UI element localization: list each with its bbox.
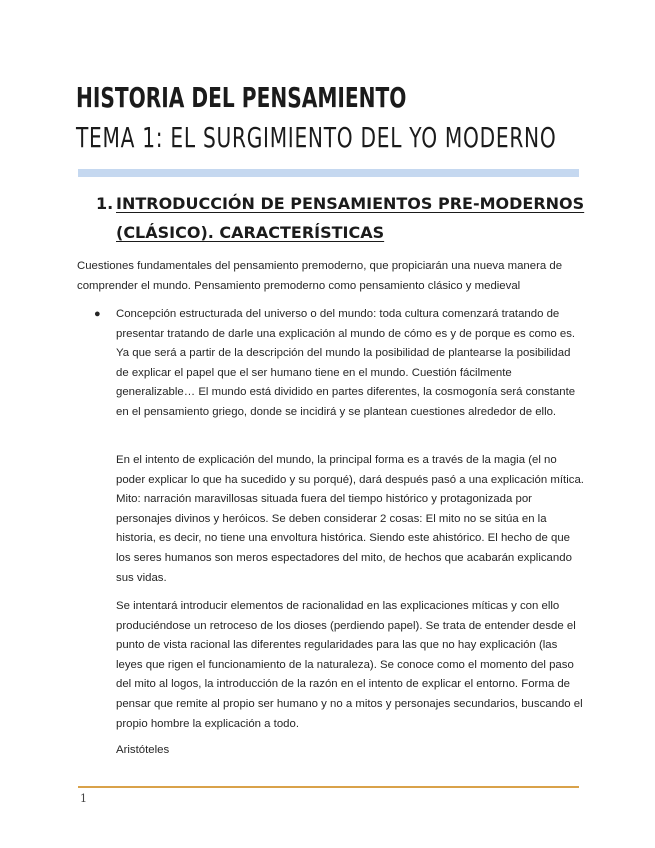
title-divider-bar [78,169,579,177]
footer-divider [78,786,579,788]
title-line-1: HISTORIA DEL PENSAMIENTO [76,81,407,114]
paragraph-aristoteles: Aristóteles [116,744,170,756]
section-heading-text: INTRODUCCIÓN DE PENSAMIENTOS PRE-MODERNOS (CLÁSICO). CARACTERÍSTICAS [116,194,585,242]
document-title [76,80,557,156]
paragraph-2: En el intento de explicación del mundo, la principal forma es a través de la magia (el no poder explicar lo que ha sucedido y su porqué), dará después pasó a una explicación mítica. Mito: narración maravillosas situada fuera del tiempo histórico y protagonizada por personajes divinos y heróicos. Se deben considerar 2 cosas: El mito no se sitúa en la historia, es decir, no tiene una envoltura histórica. Siendo este ahistórico. El hecho de que los seres humanos son meros espectadores del mito, de hechos que acabarán explicando sus vidas. [116,454,584,584]
page-number: 1 [80,792,87,805]
paragraph-3: Se intentará introducir elementos de racionalidad en las explicaciones míticas y con ello produciéndose un retroceso de los dioses (perdiendo papel). Se trata de entender desde el punto de vista racional las diferentes regularidades para las que no hay explicación (las leyes que rigen el funcionamiento de la naturaleza). Se conoce como el momento del paso del mito al logos, la introducción de la razón en el intento de explicar el entorno. Forma de pensar que remite al propio ser humano y no a mitos y personajes secundarios, buscando el propio hombre la explicación a todo. [116,600,583,730]
intro-paragraph: Cuestiones fundamentales del pensamiento premoderno, que propiciarán una nueva manera de comprender el mundo. Pensamiento premoderno como pensamiento clásico y medieval [77,260,563,292]
paragraph-1: Concepción estructurada del universo o del mundo: toda cultura comenzará tratando de presentar tratando de darle una explicación al mundo de cómo es y de porque es como es. Ya que será a partir de la descripción del mundo la posibilidad de plantearse la posibilidad de explicar el papel que el ser humano tiene en el mundo. Cuestión fácilmente generalizable… El mundo está dividido en partes diferentes, la cosmogonía será constante en el pensamiento griego, donde se incidirá y se plantean cuestiones alrededor de ello. [116,308,576,418]
title-line-2: TEMA 1: EL SURGIMIENTO DEL YO MODERNO [76,121,557,154]
section-number: 1. [96,194,114,213]
bullet-icon: ● [94,308,101,320]
